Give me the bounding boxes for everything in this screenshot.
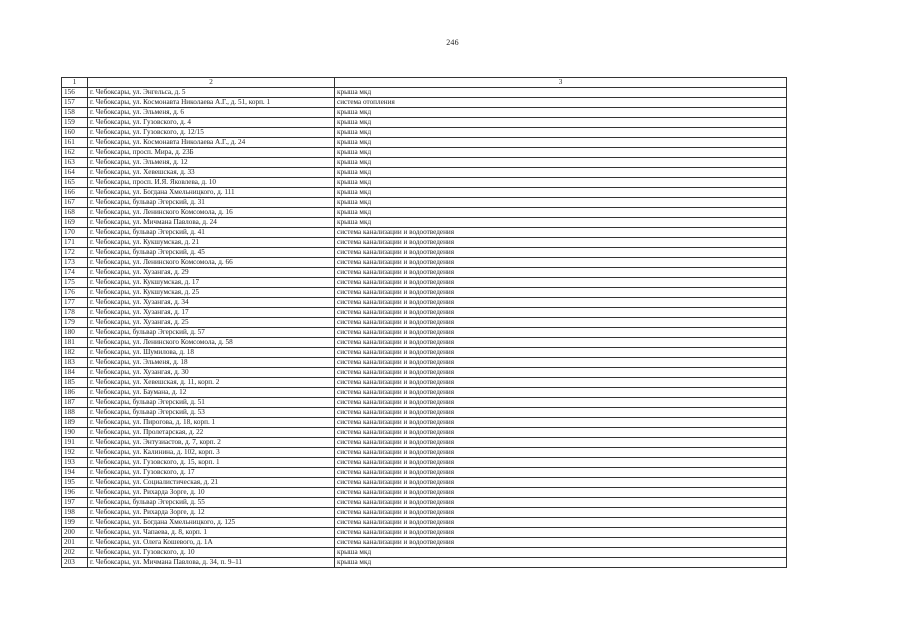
work-type-cell: крыша мкд xyxy=(335,108,787,118)
work-type-cell: крыша мкд xyxy=(335,138,787,148)
row-number: 189 xyxy=(62,418,88,428)
table-row xyxy=(62,368,787,378)
work-type-cell: крыша мкд xyxy=(335,118,787,128)
work-type-cell: крыша мкд xyxy=(335,218,787,228)
row-number: 166 xyxy=(62,188,88,198)
address-cell: г. Чебоксары, ул. Олега Кошевого, д. 1А xyxy=(88,538,335,548)
work-type-cell: крыша мкд xyxy=(335,178,787,188)
table-row xyxy=(62,318,787,328)
table-row xyxy=(62,358,787,368)
row-number: 201 xyxy=(62,538,88,548)
row-number: 185 xyxy=(62,378,88,388)
address-cell: г. Чебоксары, ул. Гузовского, д. 4 xyxy=(88,118,335,128)
table-row xyxy=(62,158,787,168)
row-number: 202 xyxy=(62,548,88,558)
table-row xyxy=(62,468,787,478)
work-type-cell: крыша мкд xyxy=(335,188,787,198)
row-number: 164 xyxy=(62,168,88,178)
work-type-cell: система канализации и водоотведения xyxy=(335,478,787,488)
work-type-cell: система канализации и водоотведения xyxy=(335,238,787,248)
table-row xyxy=(62,448,787,458)
address-cell: г. Чебоксары, ул. Гузовского, д. 12/15 xyxy=(88,128,335,138)
work-type-cell: система канализации и водоотведения xyxy=(335,508,787,518)
work-type-cell: система канализации и водоотведения xyxy=(335,388,787,398)
row-number: 159 xyxy=(62,118,88,128)
row-number: 174 xyxy=(62,268,88,278)
table-row xyxy=(62,308,787,318)
address-cell: г. Чебоксары, ул. Мичмана Павлова, д. 24 xyxy=(88,218,335,228)
table-row xyxy=(62,418,787,428)
table-row xyxy=(62,88,787,98)
table-row xyxy=(62,428,787,438)
address-cell: г. Чебоксары, ул. Шумилова, д. 18 xyxy=(88,348,335,358)
table-row xyxy=(62,298,787,308)
address-cell: г. Чебоксары, бульвар Эгерский, д. 55 xyxy=(88,498,335,508)
table-body xyxy=(62,78,787,568)
row-number: 168 xyxy=(62,208,88,218)
address-cell: г. Чебоксары, просп. Мира, д. 23Б xyxy=(88,148,335,158)
work-type-cell: система канализации и водоотведения xyxy=(335,518,787,528)
row-number: 197 xyxy=(62,498,88,508)
work-type-cell: система канализации и водоотведения xyxy=(335,288,787,298)
work-type-cell: система канализации и водоотведения xyxy=(335,258,787,268)
table-row xyxy=(62,538,787,548)
address-cell: г. Чебоксары, ул. Пирогова, д. 18, корп. 1 xyxy=(88,418,335,428)
work-type-cell: система канализации и водоотведения xyxy=(335,248,787,258)
address-cell: г. Чебоксары, ул. Хевешская, д. 11, корп. 2 xyxy=(88,378,335,388)
address-cell: г. Чебоксары, ул. Хузангая, д. 29 xyxy=(88,268,335,278)
row-number: 195 xyxy=(62,478,88,488)
row-number: 191 xyxy=(62,438,88,448)
row-number: 158 xyxy=(62,108,88,118)
work-type-cell: система канализации и водоотведения xyxy=(335,348,787,358)
work-type-cell: система канализации и водоотведения xyxy=(335,418,787,428)
table-row xyxy=(62,558,787,568)
table-header-row xyxy=(62,78,787,88)
address-cell: г. Чебоксары, ул. Богдана Хмельницкого, д. 125 xyxy=(88,518,335,528)
row-number: 157 xyxy=(62,98,88,108)
address-cell: г. Чебоксары, ул. Рихарда Зорге, д. 12 xyxy=(88,508,335,518)
table-row xyxy=(62,438,787,448)
address-cell: г. Чебоксары, ул. Калинина, д. 102, корп. 3 xyxy=(88,448,335,458)
row-number: 196 xyxy=(62,488,88,498)
table-row xyxy=(62,348,787,358)
address-cell: г. Чебоксары, ул. Энгельса, д. 5 xyxy=(88,88,335,98)
row-number: 190 xyxy=(62,428,88,438)
work-type-cell: крыша мкд xyxy=(335,198,787,208)
address-cell: г. Чебоксары, ул. Мичмана Павлова, д. 34, п. 9–11 xyxy=(88,558,335,568)
table-row xyxy=(62,128,787,138)
table-row xyxy=(62,138,787,148)
table-row xyxy=(62,198,787,208)
address-cell: г. Чебоксары, ул. Баумана, д. 12 xyxy=(88,388,335,398)
page-number: 246 xyxy=(446,38,459,47)
row-number: 194 xyxy=(62,468,88,478)
work-type-cell: система отопления xyxy=(335,98,787,108)
address-cell: г. Чебоксары, ул. Ленинского Комсомола, д. 16 xyxy=(88,208,335,218)
row-number: 172 xyxy=(62,248,88,258)
work-type-cell: система канализации и водоотведения xyxy=(335,468,787,478)
table-row xyxy=(62,408,787,418)
row-number: 167 xyxy=(62,198,88,208)
table-row xyxy=(62,478,787,488)
address-cell: г. Чебоксары, ул. Чапаева, д. 8, корп. 1 xyxy=(88,528,335,538)
table-row xyxy=(62,268,787,278)
row-number: 180 xyxy=(62,328,88,338)
header-cell-2: 2 xyxy=(88,78,335,88)
row-number: 169 xyxy=(62,218,88,228)
address-cell: г. Чебоксары, ул. Хузангая, д. 25 xyxy=(88,318,335,328)
address-cell: г. Чебоксары, ул. Кукшумская, д. 21 xyxy=(88,238,335,248)
table-row xyxy=(62,338,787,348)
table-row xyxy=(62,248,787,258)
work-type-cell: система канализации и водоотведения xyxy=(335,428,787,438)
work-type-cell: система канализации и водоотведения xyxy=(335,488,787,498)
address-cell: г. Чебоксары, бульвар Эгерский, д. 45 xyxy=(88,248,335,258)
work-type-cell: система канализации и водоотведения xyxy=(335,528,787,538)
work-type-cell: крыша мкд xyxy=(335,208,787,218)
address-cell: г. Чебоксары, ул. Пролетарская, д. 22 xyxy=(88,428,335,438)
table-row xyxy=(62,178,787,188)
work-type-cell: система канализации и водоотведения xyxy=(335,438,787,448)
work-type-cell: система канализации и водоотведения xyxy=(335,328,787,338)
address-cell: г. Чебоксары, бульвар Эгерский, д. 53 xyxy=(88,408,335,418)
address-table xyxy=(61,77,787,568)
row-number: 181 xyxy=(62,338,88,348)
work-type-cell: крыша мкд xyxy=(335,548,787,558)
work-type-cell: крыша мкд xyxy=(335,128,787,138)
table-row xyxy=(62,518,787,528)
work-type-cell: система канализации и водоотведения xyxy=(335,228,787,238)
address-cell: г. Чебоксары, бульвар Эгерский, д. 41 xyxy=(88,228,335,238)
address-cell: г. Чебоксары, ул. Гузовского, д. 10 xyxy=(88,548,335,558)
address-cell: г. Чебоксары, ул. Хузангая, д. 17 xyxy=(88,308,335,318)
row-number: 176 xyxy=(62,288,88,298)
row-number: 200 xyxy=(62,528,88,538)
row-number: 198 xyxy=(62,508,88,518)
address-cell: г. Чебоксары, ул. Богдана Хмельницкого, д. 111 xyxy=(88,188,335,198)
row-number: 175 xyxy=(62,278,88,288)
table-row xyxy=(62,148,787,158)
table-row xyxy=(62,328,787,338)
table-row xyxy=(62,398,787,408)
work-type-cell: система канализации и водоотведения xyxy=(335,368,787,378)
work-type-cell: система канализации и водоотведения xyxy=(335,378,787,388)
row-number: 179 xyxy=(62,318,88,328)
work-type-cell: система канализации и водоотведения xyxy=(335,268,787,278)
header-cell-1: 1 xyxy=(62,78,88,88)
work-type-cell: система канализации и водоотведения xyxy=(335,318,787,328)
address-cell: г. Чебоксары, ул. Ленинского Комсомола, д. 58 xyxy=(88,338,335,348)
row-number: 171 xyxy=(62,238,88,248)
row-number: 192 xyxy=(62,448,88,458)
address-cell: г. Чебоксары, ул. Эльменя, д. 12 xyxy=(88,158,335,168)
work-type-cell: система канализации и водоотведения xyxy=(335,458,787,468)
table-row xyxy=(62,278,787,288)
address-cell: г. Чебоксары, бульвар Эгерский, д. 57 xyxy=(88,328,335,338)
row-number: 203 xyxy=(62,558,88,568)
work-type-cell: крыша мкд xyxy=(335,148,787,158)
table-row xyxy=(62,508,787,518)
address-cell: г. Чебоксары, ул. Космонавта Николаева А.Г., д. 51, корп. 1 xyxy=(88,98,335,108)
address-cell: г. Чебоксары, ул. Гузовского, д. 17 xyxy=(88,468,335,478)
address-cell: г. Чебоксары, ул. Социалистическая, д. 21 xyxy=(88,478,335,488)
table-row xyxy=(62,208,787,218)
address-cell: г. Чебоксары, просп. И.Я. Яковлева, д. 10 xyxy=(88,178,335,188)
work-type-cell: крыша мкд xyxy=(335,88,787,98)
table-row xyxy=(62,288,787,298)
work-type-cell: крыша мкд xyxy=(335,158,787,168)
row-number: 162 xyxy=(62,148,88,158)
table-row xyxy=(62,168,787,178)
row-number: 183 xyxy=(62,358,88,368)
work-type-cell: система канализации и водоотведения xyxy=(335,448,787,458)
address-cell: г. Чебоксары, ул. Кукшумская, д. 25 xyxy=(88,288,335,298)
work-type-cell: крыша мкд xyxy=(335,558,787,568)
address-cell: г. Чебоксары, ул. Эльменя, д. 6 xyxy=(88,108,335,118)
row-number: 193 xyxy=(62,458,88,468)
row-number: 165 xyxy=(62,178,88,188)
table-row xyxy=(62,108,787,118)
address-cell: г. Чебоксары, ул. Ленинского Комсомола, д. 66 xyxy=(88,258,335,268)
row-number: 186 xyxy=(62,388,88,398)
address-cell: г. Чебоксары, бульвар Эгерский, д. 31 xyxy=(88,198,335,208)
row-number: 187 xyxy=(62,398,88,408)
work-type-cell: система канализации и водоотведения xyxy=(335,278,787,288)
row-number: 184 xyxy=(62,368,88,378)
row-number: 178 xyxy=(62,308,88,318)
address-cell: г. Чебоксары, ул. Гузовского, д. 15, корп. 1 xyxy=(88,458,335,468)
address-cell: г. Чебоксары, ул. Рихарда Зорге, д. 10 xyxy=(88,488,335,498)
table-row xyxy=(62,458,787,468)
work-type-cell: система канализации и водоотведения xyxy=(335,408,787,418)
table-row xyxy=(62,118,787,128)
address-cell: г. Чебоксары, ул. Энтузиастов, д. 7, корп. 2 xyxy=(88,438,335,448)
table-row xyxy=(62,218,787,228)
table-row xyxy=(62,98,787,108)
address-cell: г. Чебоксары, ул. Хузангая, д. 30 xyxy=(88,368,335,378)
table-row xyxy=(62,528,787,538)
table-row xyxy=(62,378,787,388)
work-type-cell: система канализации и водоотведения xyxy=(335,298,787,308)
work-type-cell: крыша мкд xyxy=(335,168,787,178)
work-type-cell: система канализации и водоотведения xyxy=(335,308,787,318)
table-row xyxy=(62,488,787,498)
row-number: 199 xyxy=(62,518,88,528)
address-cell: г. Чебоксары, ул. Хузангая, д. 34 xyxy=(88,298,335,308)
work-type-cell: система канализации и водоотведения xyxy=(335,538,787,548)
address-cell: г. Чебоксары, ул. Эльменя, д. 18 xyxy=(88,358,335,368)
row-number: 173 xyxy=(62,258,88,268)
work-type-cell: система канализации и водоотведения xyxy=(335,398,787,408)
row-number: 160 xyxy=(62,128,88,138)
address-cell: г. Чебоксары, ул. Космонавта Николаева А.Г., д. 24 xyxy=(88,138,335,148)
address-cell: г. Чебоксары, ул. Хевешская, д. 33 xyxy=(88,168,335,178)
table-row xyxy=(62,238,787,248)
work-type-cell: система канализации и водоотведения xyxy=(335,358,787,368)
table-row xyxy=(62,228,787,238)
address-cell: г. Чебоксары, бульвар Эгерский, д. 51 xyxy=(88,398,335,408)
row-number: 163 xyxy=(62,158,88,168)
row-number: 161 xyxy=(62,138,88,148)
table-row xyxy=(62,258,787,268)
work-type-cell: система канализации и водоотведения xyxy=(335,338,787,348)
row-number: 156 xyxy=(62,88,88,98)
table-row xyxy=(62,498,787,508)
table-row xyxy=(62,548,787,558)
table-row xyxy=(62,188,787,198)
row-number: 170 xyxy=(62,228,88,238)
header-cell-3: 3 xyxy=(335,78,787,88)
row-number: 182 xyxy=(62,348,88,358)
row-number: 188 xyxy=(62,408,88,418)
address-cell: г. Чебоксары, ул. Кукшумская, д. 17 xyxy=(88,278,335,288)
row-number: 177 xyxy=(62,298,88,308)
table-row xyxy=(62,388,787,398)
work-type-cell: система канализации и водоотведения xyxy=(335,498,787,508)
